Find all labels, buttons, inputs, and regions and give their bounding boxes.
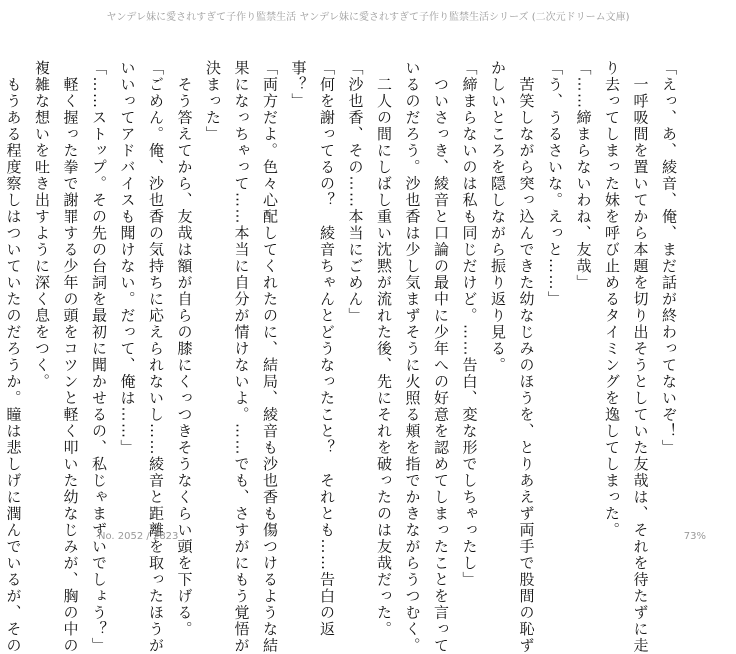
page-counter: No. 2052 / 2823: [98, 531, 179, 542]
text-line: 「何を謝ってるの？ 綾音ちゃんとどうなったこと？ それとも……告白の返: [318, 60, 336, 638]
text-line: 二人の間にしばし重い沈黙が流れた後、先にそれを破ったのは友哉だった。: [375, 60, 393, 638]
text-line: 「えっ、あ、綾音、俺、まだ話が終わってないぞ！」: [660, 60, 678, 456]
text-line: 苦笑しながら突っ込んできた幼なじみのほうを、とりあえず両手で股間の恥ず: [517, 60, 536, 654]
text-line: 「ごめん。俺、沙也香の気持ちに応えられないし……綾音と距離を取ったほうが: [147, 60, 165, 654]
text-line: そう答えてから、友哉は額が自らの膝にくっつきそうなくらい頭を下げる。: [175, 60, 194, 638]
text-line: かしいところを隠しながら振り返り見る。: [489, 60, 507, 374]
progress-percent: 73%: [683, 531, 706, 542]
text-line: 軽く握った拳で謝罪する少年の頭をコツンと軽く叩いた幼なじみが、胸の中の: [61, 60, 80, 654]
text-line: 複雑な想いを吐き出すように深く息をつく。: [33, 60, 51, 390]
text-line: 「う、うるさいな。えっと……」: [546, 60, 564, 308]
text-line: 「……締まらないわね、友哉」: [574, 60, 593, 291]
text-line: 果になっちゃって……本当に自分が情けないよ。……でも、さすがにもう覚悟が: [232, 60, 251, 654]
text-line: 決まった」: [204, 60, 222, 143]
text-line: 「両方だよ。色々心配してくれたのに、結局、綾音も沙也香も傷つけるような結: [261, 60, 279, 654]
text-line: 一呼吸間を置いてから本題を切り出そうとしていた友哉は、それを待たずに走: [631, 60, 650, 654]
text-line: いいってアドバイスも聞けない。だって、俺は……」: [118, 60, 137, 456]
text-line: 「締まらないのは私も同じだけど。……告白、変な形でしちゃったし」: [460, 60, 479, 588]
text-line: ついさっき、綾音と口論の最中に少年への好意を認めてしまったことを言って: [432, 60, 450, 654]
text-line: り去ってしまった妹を呼び止めるタイミングを逸してしまった。: [603, 60, 621, 539]
text-line: 「沙也香、その……本当にごめん」: [346, 60, 365, 324]
text-line: もうある程度察しはついていたのだろうか。瞳は悲しげに潤んでいるが、その: [4, 60, 23, 654]
book-title-header: ヤンデレ妹に愛されすぎて子作り監禁生活 ヤンデレ妹に愛されすぎて子作り監禁生活シリーズ (二次元ドリーム文庫): [106, 12, 630, 23]
text-line: 「……ストップ。その先の台詞を最初に聞かせるの、私じゃまずいでしょう？」: [90, 60, 108, 654]
text-line: いるのだろう。沙也香は少し気まずそうに火照る頬を指でかきながらうつむく。: [403, 60, 422, 654]
text-line: 事？」: [289, 60, 308, 110]
